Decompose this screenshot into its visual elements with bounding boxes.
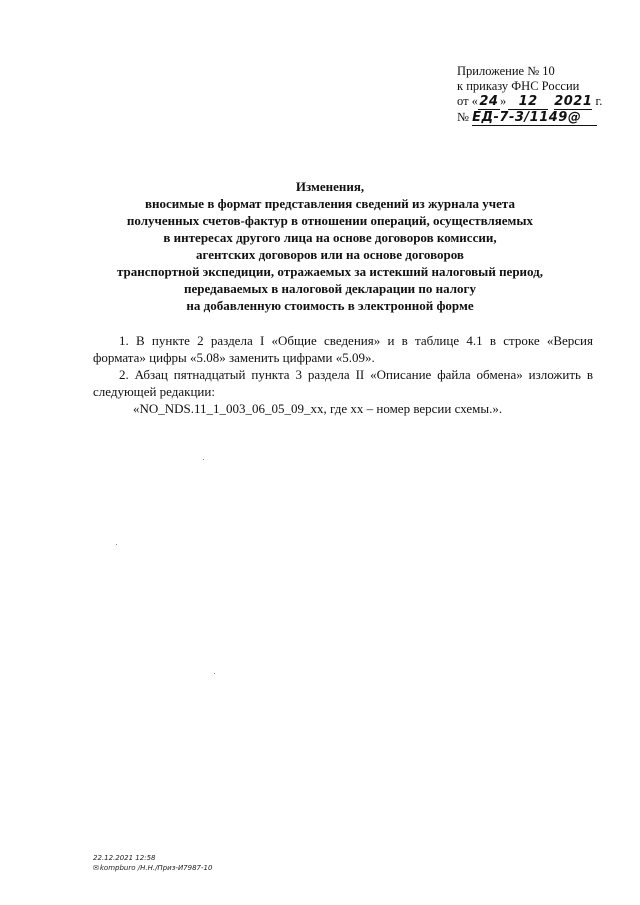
document-body bbox=[93, 332, 593, 417]
title-line: полученных счетов-фактур в отношении операций, осуществляемых bbox=[126, 213, 534, 228]
appendix-order-number bbox=[457, 110, 627, 126]
scan-speck bbox=[116, 544, 117, 545]
footer-path-row bbox=[93, 863, 212, 873]
document-title bbox=[70, 178, 590, 314]
mail-icon: ✉ bbox=[93, 864, 99, 872]
appendix-number: Приложение № 10 bbox=[457, 64, 555, 78]
paragraph-1: 1. В пункте 2 раздела I «Общие сведения» и в таблице 4.1 в строке «Версия формата» цифры «5.08» заменить цифрами «5.09». bbox=[93, 333, 593, 365]
scan-speck bbox=[214, 673, 215, 674]
footer-path: kompburo /Н.Н./Приз-И7987-10 bbox=[99, 864, 213, 872]
date-day-handwritten: 24 bbox=[479, 94, 499, 109]
title-line: вносимые в формат представления сведений из журнала учета bbox=[145, 196, 515, 211]
paragraph-2: 2. Абзац пятнадцатый пункта 3 раздела II «Описание файла обмена» изложить в следующей редакции: bbox=[93, 367, 593, 399]
paragraph-3: «NO_NDS.11_1_003_06_05_09_xx, где xx – номер версии схемы.». bbox=[133, 401, 503, 416]
order-number-handwritten: ЕД-7-3/1149@ bbox=[472, 110, 597, 126]
appendix-date bbox=[457, 94, 627, 110]
title-line: передаваемых в налоговой декларации по налогу bbox=[184, 281, 476, 296]
title-line: на добавленную стоимость в электронной форме bbox=[186, 298, 474, 313]
date-prefix: от « bbox=[457, 94, 478, 108]
date-month-handwritten: 12 bbox=[508, 94, 548, 110]
title-line: транспортной экспедиции, отражаемых за истекший налоговый период, bbox=[116, 264, 544, 279]
appendix-order: к приказу ФНС России bbox=[457, 79, 580, 93]
date-year: 2021 bbox=[554, 94, 593, 109]
appendix-header bbox=[457, 64, 627, 126]
title-line: в интересах другого лица на основе договоров комиссии, bbox=[163, 230, 497, 245]
scan-speck bbox=[203, 459, 204, 460]
date-suffix: г. bbox=[595, 94, 603, 108]
number-prefix: № bbox=[457, 110, 469, 124]
footer-timestamp: 22.12.2021 12:58 bbox=[93, 854, 156, 862]
document-footer bbox=[93, 853, 212, 873]
title-line: Изменения, bbox=[295, 179, 365, 194]
title-line: агентских договоров или на основе договоров bbox=[196, 247, 464, 262]
date-mid: » bbox=[499, 94, 507, 108]
